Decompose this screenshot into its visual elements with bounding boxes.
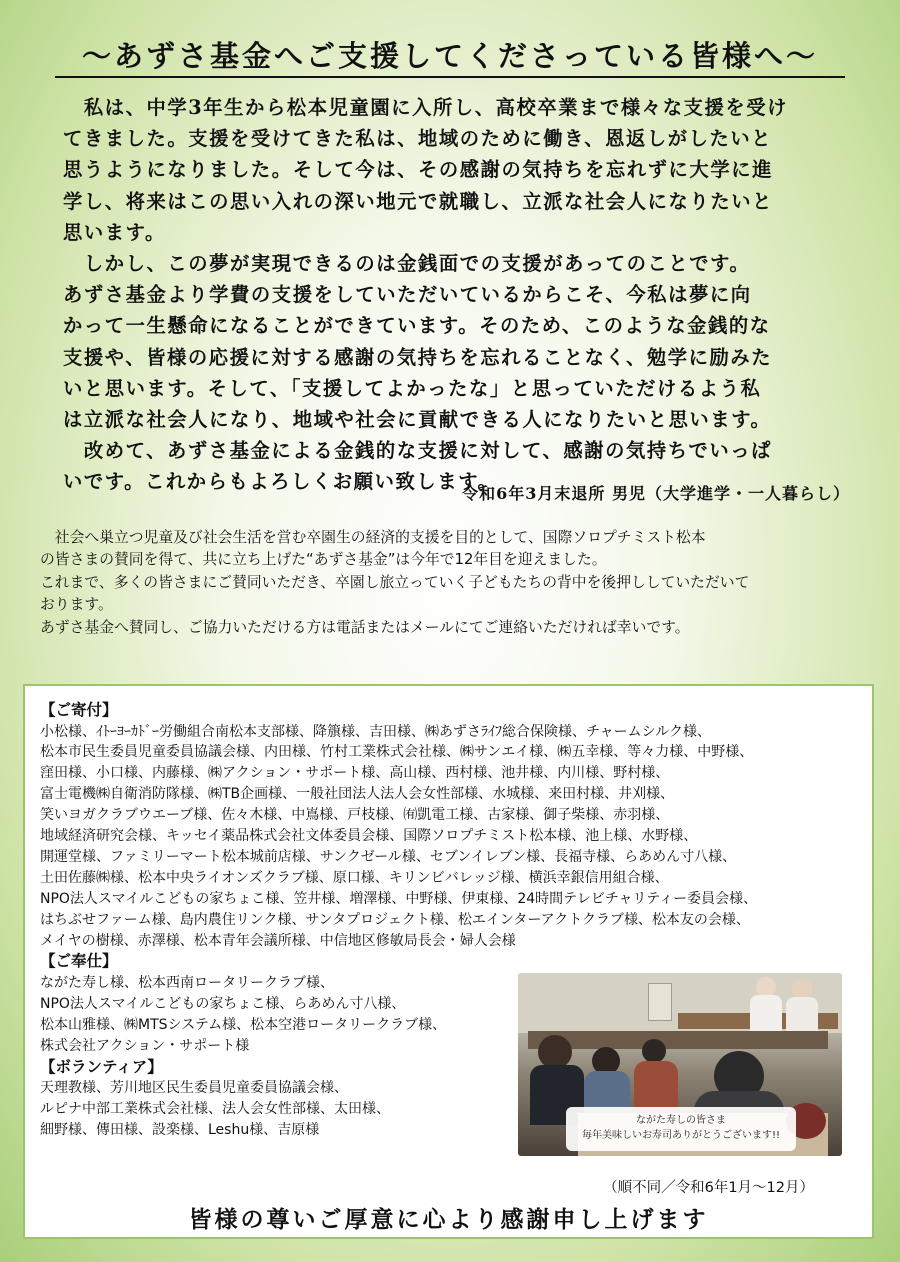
intro-line: 社会へ巣立つ児童及び社会生活を営む卒園生の経済的支援を目的として、国際ソロプチミスト松本: [54, 529, 706, 546]
letter-line: いです。これからもよろしくお願い致します。: [63, 470, 499, 494]
letter-line: かって一生懸命になることができています。そのため、このような金銭的な: [63, 314, 771, 338]
closing-message: 皆様の尊いご厚意に心より感謝申し上げます: [188, 1206, 709, 1233]
fund-introduction: [40, 527, 860, 639]
title-underline: [55, 76, 845, 78]
list-item: はちぶせファーム様、島内農住リンク様、サンタプロジェクト様、松エインターアクトクラブ様、松本友の会様、: [40, 911, 750, 928]
list-item: 株式会社アクション・サポート様: [40, 1037, 250, 1054]
letter-line: 支援や、皆様の応援に対する感謝の気持ちを忘れることなく、勉学に励みた: [63, 345, 773, 369]
intro-line: の皆さまの賛同を得て、共に立ち上げた“あずさ基金”は今年で12年目を迎えました。: [40, 551, 607, 569]
list-item: 天理教様、芳川地区民生委員児童委員協議会様、: [40, 1080, 348, 1097]
list-item: 地域経済研究会様、キッセイ薬品株式会社文体委員会様、国際ソロプチミスト松本様、池上様、水野様、: [40, 828, 698, 845]
list-item: NPO法人スマイルこどもの家ちょこ様、らあめん寸八様、: [40, 995, 406, 1012]
list-item: ルピナ中部工業株式会社様、法人会女性部様、太田様、: [40, 1101, 390, 1117]
list-item: 松本山雅様、㈱MTSシステム様、松本空港ロータリークラブ様、: [40, 1016, 447, 1033]
letter-line: いと思います。そして、「支援してよかったな」と思っていただけるよう私: [63, 376, 762, 400]
caption-line: ながた寿しの皆さま: [636, 1115, 726, 1126]
letter-signature: 令和6年3月末退所 男児（大学進学・一人暮らし）: [462, 484, 850, 503]
letter-line: 学し、将来はこの思い入れの深い地元で就職し、立派な社会人になりたいと: [63, 189, 773, 213]
thank-you-letter: [63, 92, 863, 498]
intro-line: これまで、多くの皆さまにご賛同いただき、卒園し旅立っていく子どもたちの背中を後押ししていただいて: [40, 573, 750, 591]
volunteer-heading: 【ボランティア】: [40, 1057, 163, 1076]
letter-line: 私は、中学3年生から松本児童園に入所し、高校卒業まで様々な支援を受け: [63, 96, 788, 119]
list-item: メイヤの樹様、赤澤様、松本青年会議所様、中信地区修敏局長会・婦人会様: [40, 932, 516, 949]
supporters-panel: [23, 684, 874, 1239]
letter-line: あずさ基金より学費の支援をしていただいているからこそ、今私は夢に向: [63, 283, 752, 307]
list-item: 松本市民生委員児童委員協議会様、内田様、竹村工業株式会社様、㈱サンエイ様、㈱五幸様、等々力様、中野様、: [40, 744, 754, 761]
list-item: 細野様、傳田様、設楽様、Leshu様、吉原様: [40, 1121, 320, 1138]
period-note: （順不同／令和6年1月～12月）: [603, 1180, 814, 1196]
photo-caption: [566, 1107, 796, 1151]
page-title: ～あずさ基金へご支援してくださっている皆様へ～: [81, 39, 818, 73]
list-item: 笑いヨガクラブウエーブ様、佐々木様、中嶌様、戸枝様、㈲凱電工様、古家様、御子柴様、赤羽様、: [40, 807, 670, 824]
list-item: 土田佐藤㈱様、松本中央ライオンズクラブ様、原口様、キリンビバレッジ様、横浜幸銀信用組合様、: [40, 869, 669, 886]
letter-line: 改めて、あずさ基金による金銭的な支援に対して、感謝の気持ちでいっぱ: [63, 439, 772, 463]
letter-line: 思います。: [63, 220, 166, 244]
letter-line: 思うようになりました。そして今は、その感謝の気持ちを忘れずに大学に進: [63, 158, 773, 182]
list-item: 窪田様、小口様、内藤様、㈱アクション・サポート様、高山様、西村様、池井様、内川様、野村様、: [40, 765, 670, 782]
caption-line: 毎年美味しいお寿司ありがとうございます!!: [581, 1130, 781, 1141]
intro-line: おります。: [40, 596, 113, 614]
sushi-event-photo: [518, 973, 842, 1156]
list-item: 小松様、ｲﾄｰﾖｰｶﾄﾞｰ労働組合南松本支部様、降籏様、吉田様、㈱あずさﾗｲﾌ総合保険様、チャームシルク様、: [40, 723, 711, 740]
list-item: 開運堂様、ファミリーマート松本城前店様、サンクゼール様、セブンイレブン様、長福寺様、らあめん寸八様、: [40, 848, 737, 865]
list-item: ながた寿し様、松本西南ロータリークラブ様、: [40, 974, 334, 991]
list-item: 富士電機㈱自衛消防隊様、㈱TB企画様、一般社団法人法人会女性部様、水城様、来田村様、井刈様、: [40, 786, 675, 803]
list-item: NPO法人スマイルこどもの家ちょこ様、笠井様、増澤様、中野様、伊東様、24時間テレビチャリティー委員会様、: [40, 890, 758, 907]
intro-line: あずさ基金へ賛同し、ご協力いただける方は電話またはメールにてご連絡いただければ幸いです。: [40, 618, 690, 636]
donations-heading: 【ご寄付】: [40, 701, 118, 719]
letter-line: てきました。支援を受けてきた私は、地域のために働き、恩返しがしたいと: [63, 127, 773, 151]
letter-line: しかし、この夢が実現できるのは金銭面での支援があってのことです。: [63, 252, 751, 276]
donations-list: [40, 722, 860, 952]
letter-line: は立派な社会人になり、地域や社会に貢献できる人になりたいと思います。: [63, 408, 772, 432]
service-heading: 【ご奉仕】: [40, 952, 118, 971]
